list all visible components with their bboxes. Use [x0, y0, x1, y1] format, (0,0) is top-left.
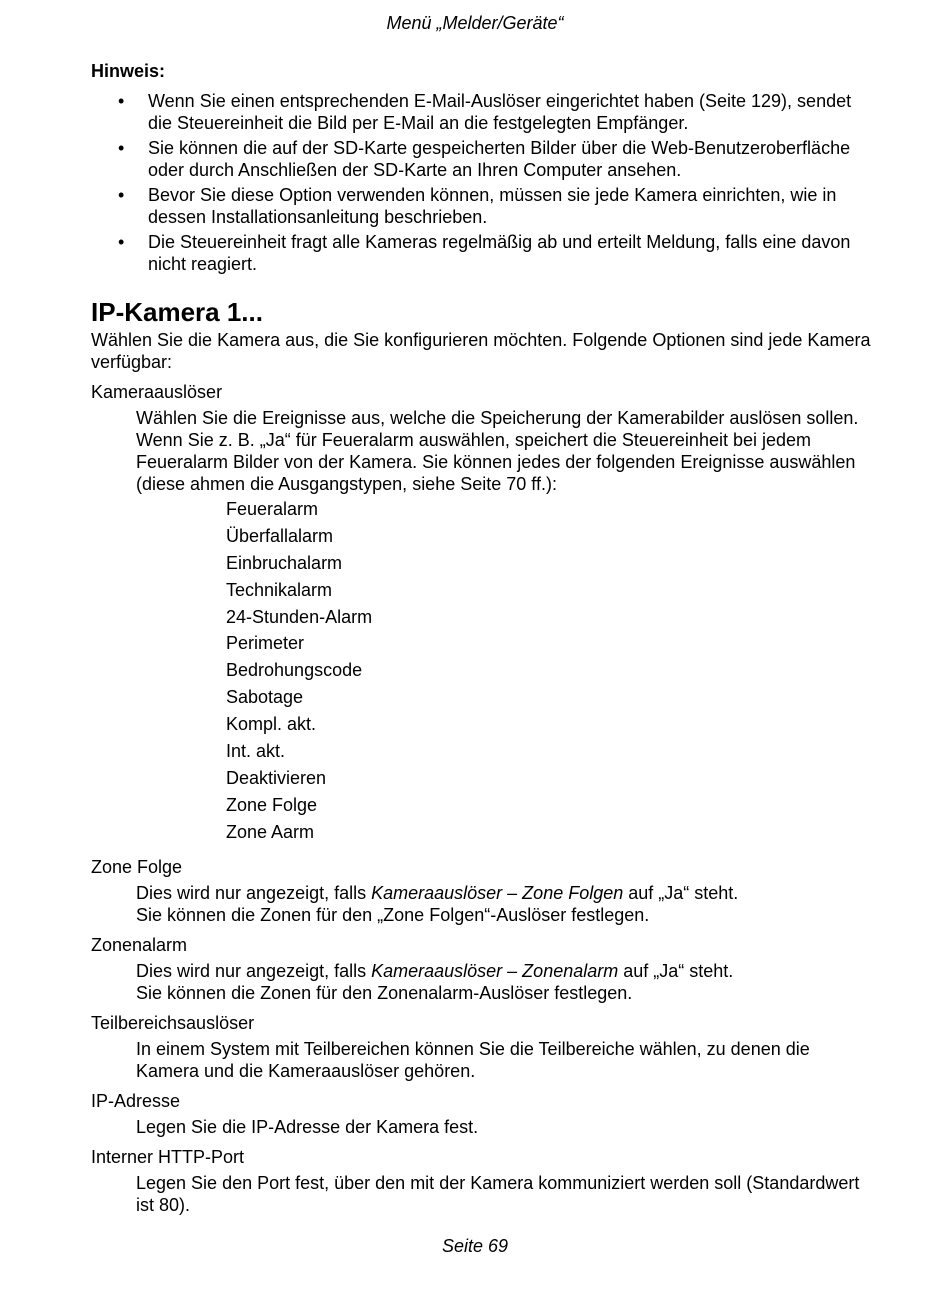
desc-text: Legen Sie die IP-Adresse der Kamera fest. [136, 1116, 479, 1137]
trigger-option: Zone Aarm [226, 821, 315, 842]
term-kameraausloeser: Kameraauslöser [91, 382, 223, 402]
page-header: Menü „Melder/Geräte“ [386, 13, 564, 33]
trigger-option: Deaktivieren [226, 767, 327, 788]
page-footer: Seite 69 [441, 1236, 509, 1256]
desc-kameraausloeser [136, 407, 871, 848]
trigger-option: Feueralarm [226, 499, 319, 519]
term-teilbereich: Teilbereichsauslöser [91, 1012, 255, 1033]
bullet-icon: • [118, 185, 125, 205]
note-text: Die Steuereinheit fragt alle Kameras regelmäßig ab und erteilt Meldung, falls eine davon nicht reagiert. [148, 232, 851, 274]
term-ip-adresse: IP-Adresse [91, 1090, 181, 1111]
desc-text: auf „Ja“ steht. [618, 960, 734, 981]
section-intro: Wählen Sie die Kamera aus, die Sie konfigurieren möchten. Folgende Optionen sind jede Kamera verfügbar: [91, 330, 871, 372]
bullet-icon: • [118, 138, 125, 158]
desc-text: Legen Sie den Port fest, über den mit der Kamera kommuniziert werden soll (Standardwert ist 80). [136, 1172, 860, 1215]
trigger-option: 24-Stunden-Alarm [226, 606, 373, 627]
trigger-option: Zone Folge [226, 794, 318, 815]
trigger-option: Einbruchalarm [226, 552, 343, 573]
desc-ip-adresse [136, 1116, 871, 1138]
desc-http-port [136, 1172, 871, 1216]
trigger-option: Kompl. akt. [226, 714, 317, 735]
note-text: Bevor Sie diese Option verwenden können, müssen sie jede Kamera einrichten, wie in dessen Installationsanleitung beschrieben. [148, 185, 837, 227]
desc-text: auf „Ja“ steht. [623, 882, 739, 903]
desc-line [136, 882, 871, 904]
bullet-icon: • [118, 232, 125, 252]
desc-text: Dies wird nur angezeigt, falls [136, 882, 372, 903]
trigger-option: Technikalarm [226, 579, 333, 600]
page-content [91, 60, 871, 1216]
desc-text: In einem System mit Teilbereichen können Sie die Teilbereiche wählen, zu denen die Kamera und die Kameraauslöser gehören. [136, 1038, 810, 1081]
desc-teilbereich [136, 1038, 871, 1082]
note-item [91, 231, 871, 275]
desc-emphasis: Kameraauslöser – Zonenalarm [371, 960, 619, 981]
desc-line [136, 960, 871, 982]
note-text: Wenn Sie einen entsprechenden E-Mail-Auslöser eingerichtet haben (Seite 129), sendet die Steuereinheit die Bild per E-Mail an die festgelegten Empfänger. [148, 91, 852, 133]
desc-emphasis: Kameraauslöser – Zone Folgen [371, 882, 624, 903]
desc-text: Dies wird nur angezeigt, falls [136, 960, 372, 981]
term-http-port: Interner HTTP-Port [91, 1146, 245, 1167]
desc-zone-folge [136, 882, 871, 926]
desc-line: Sie können die Zonen für den „Zone Folgen“-Auslöser festlegen. [136, 904, 650, 925]
note-text: Sie können die auf der SD-Karte gespeicherten Bilder über die Web-Benutzeroberfläche oder durch Anschließen der SD-Karte an Ihren Computer ansehen. [148, 138, 851, 180]
bullet-icon: • [118, 91, 125, 111]
trigger-option: Sabotage [226, 687, 304, 708]
trigger-option: Perimeter [226, 633, 305, 654]
trigger-option: Int. akt. [226, 741, 286, 762]
term-zonenalarm: Zonenalarm [91, 934, 188, 955]
note-item [91, 184, 871, 228]
trigger-option: Bedrohungscode [226, 660, 363, 681]
trigger-option-list [226, 498, 871, 848]
note-item [91, 137, 871, 181]
note-list [91, 90, 871, 275]
section-title: IP-Kamera 1... [91, 297, 263, 327]
note-item [91, 90, 871, 134]
term-zone-folge: Zone Folge [91, 856, 183, 877]
note-title: Hinweis: [91, 61, 166, 81]
trigger-option: Überfallalarm [226, 525, 334, 546]
desc-text: Wählen Sie die Ereignisse aus, welche die Speicherung der Kamerabilder auslösen sollen. Wenn Sie z. B. „Ja“ für Feueralarm auswählen, speichert die Steuereinheit bei jedem Feueralarm Bilder von der Kamera. Sie können jedes der folgenden Ereignisse auswählen (diese ahmen die Ausgangstypen, siehe Seite 70 ff.): [136, 408, 859, 494]
desc-zonenalarm [136, 960, 871, 1004]
desc-line: Sie können die Zonen für den Zonenalarm-Auslöser festlegen. [136, 982, 633, 1003]
